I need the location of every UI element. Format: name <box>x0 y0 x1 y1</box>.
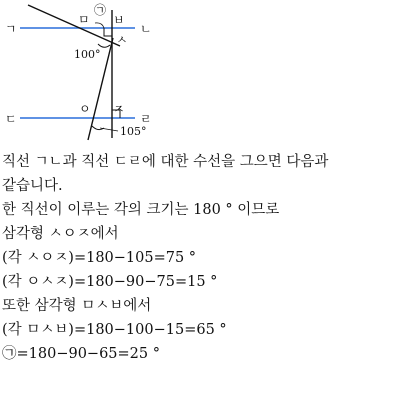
angle-arc-100 <box>98 44 110 47</box>
solution-line-3: 한 직선이 이루는 각의 크기는 180 ° 이므로 <box>2 202 280 218</box>
solution-line-7: 또한 삼각형 ㅁㅅㅂ에서 <box>2 298 152 314</box>
angle-pointer-105 <box>100 128 118 131</box>
solution-line-8: (각 ㅁㅅㅂ)=180−100−15=65 ° <box>2 322 227 338</box>
label-g: ㄱ <box>5 22 17 36</box>
label-angle-105: 105° <box>120 125 147 138</box>
label-angle-100: 100° <box>74 48 101 61</box>
solution-text <box>2 150 398 366</box>
label-m: ㅁ <box>78 13 90 27</box>
solution-line-4: 삼각형 ㅅㅇㅈ에서 <box>2 226 119 242</box>
geometry-figure <box>0 0 400 150</box>
angle-arc-105 <box>92 126 104 130</box>
solution-line-5: (각 ㅅㅇㅈ)=180−105=75 ° <box>2 250 197 266</box>
right-angle-mark-top <box>104 28 112 36</box>
label-d: ㄷ <box>5 112 17 126</box>
label-b: ㅂ <box>113 13 125 27</box>
label-j: ㅈ <box>113 102 125 116</box>
label-circle: ㉠ <box>94 3 107 17</box>
transversal-top <box>28 5 120 46</box>
label-n: ㄴ <box>140 22 152 36</box>
solution-line-2: 같습니다. <box>2 178 63 194</box>
solution-line-1: 직선 ㄱㄴ과 직선 ㄷㄹ에 대한 수선을 그으면 다음과 <box>2 154 329 170</box>
label-r: ㄹ <box>140 112 152 126</box>
solution-line-6: (각 ㅇㅅㅈ)=180−90−75=15 ° <box>2 274 218 290</box>
label-o: ㅇ <box>79 102 91 116</box>
solution-line-9: ㉠=180−90−65=25 ° <box>2 346 160 362</box>
label-s: ㅅ <box>116 33 128 47</box>
